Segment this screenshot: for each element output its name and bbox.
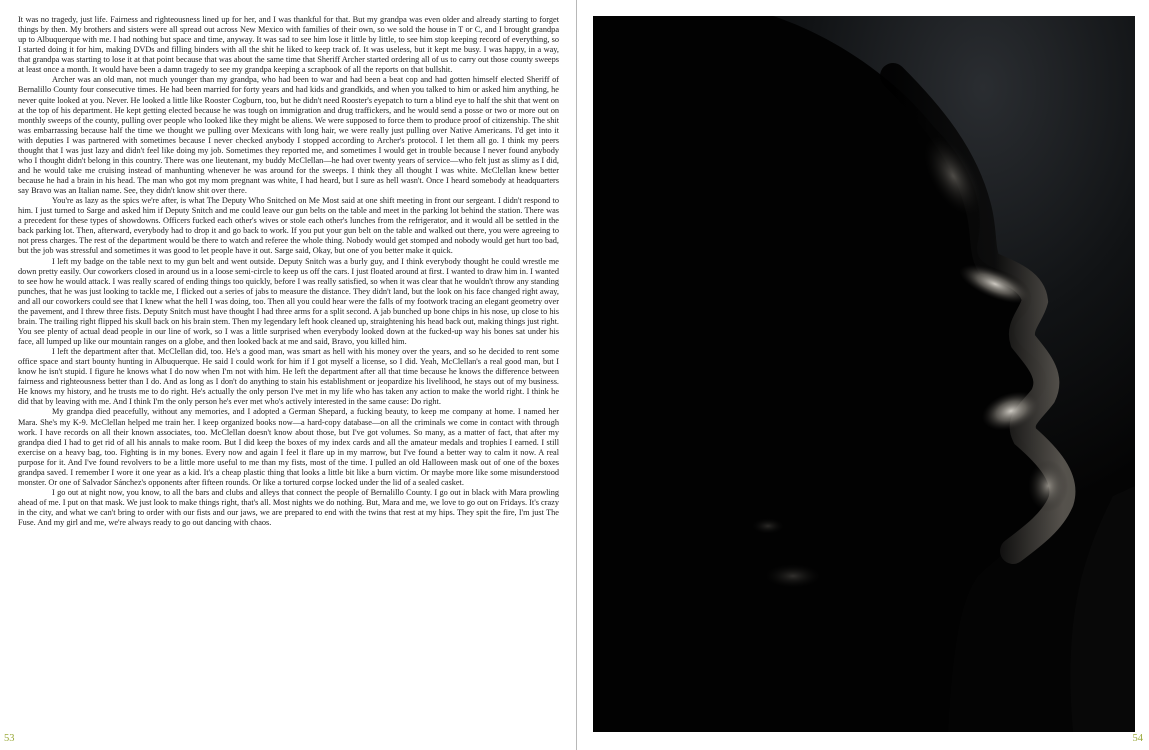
page-number-left: 53 <box>4 733 15 744</box>
paragraph: I left my badge on the table next to my gun belt and went outside. Deputy Snitch was a burly guy, and I think everybody thought he could wrestle me down pretty easily. Our coworkers closed in around us in a loose semi-circle to keep us off the cars. I just floated around at first. I wanted to draw him in. I wanted to see how he would attack. I was really scared of ending things too quickly, before I was really satisfied, so when it was clear that he wouldn't throw any standing punches, that he was just looking to tackle me, I flicked out a series of jabs to measure the distance. They didn't land, but the look on his face changed right away, and all our coworkers could see that I knew what the hell I was doing, too. Then all you could hear were the falls of my footwork tracing an elegant geometry over the pavement, and I threw three fists. Deputy Snitch must have thought I had three arms for a split second. A jab bunched up bone chips in his nose, up close to his brain. The trailing right flipped his skull back on his brain stem. Then my legendary left hook cleaned up, straightening his head back out, making things just right. You see plenty of actual dead people in our line of work, so I was a little surprised when everybody looked down at the fucked-up way his bones sat under his face, all lumped up like our mountain ranges on a globe, and then looked back at me and said, Bravo, you killed him. <box>18 256 559 346</box>
paragraph: You're as lazy as the spics we're after, is what The Deputy Who Snitched on Me Most said at one shift meeting in front our sergeant. I didn't respond to him. I just turned to Sarge and asked him if Deputy Snitch and me could leave our gun belts on the table and meet in the parking lot behind the station. There was a precedent for these types of showdowns. Officers fucked each other's wives or stole each other's lunches from the refrigerator, and it would all be settled in the back parking lot. Then, afterward, everybody had to drop it and go back to work. If you put your gun belt on the table and walked out there, you were agreeing to not press charges. The rest of the department would be there to watch and referee the whole thing. Nobody would get stomped and nobody would get hurt too bad, but the job was stressful and sometimes it was good to let people have it out. Sarge said, Okay, but one of you better make it quick. <box>18 196 559 256</box>
paragraph: I left the department after that. McClellan did, too. He's a good man, was smart as hell with his money over the years, and so he decided to rent some office space and start bounty hunting in Albuquerque. He said I could work for him if I got myself a license, so I did. Yeah, McClellan's a real good man, but I know he isn't stupid. I figure he knows what I do now when I'm not with him. He left the department after all that time because he knows the difference between fairness and righteousness better than I do. And as long as I don't do anything to stain his establishment or jeopardize his livelihood, he stays out of my business. He knows my history, and he trusts me to do right. He's actually the only person I've met in my life who has taken any action to make the world right. I think he did that by leaving with me. And I think I'm the only person he's ever met who's actively interested in the same cause: Do right. <box>18 347 559 407</box>
paragraph: It was no tragedy, just life. Fairness and righteousness lined up for her, and I was thankful for that. But my grandpa was even older and already starting to forget things by then. My brothers and sisters were all spread out across New Mexico with families of their own, so we sold the house in T or C, and I brought grandpa up to Albuquerque with me. I had nothing but space and time, anyway. It was sad to see him lose it little by little, to see him stop keeping record of everything, so I started doing it for him, making DVDs and filling binders with all the shit he liked to keep track of. It was useless, but it kept me busy. I was happy, in a way, that grandpa was starting to lose it at that point because that was about the same time that Sheriff Archer started ordering all of us to carry out those county sweeps at least once a month. It would have been a damn tragedy to see my grandpa keeping a scrapbook of all the reports on that bullshit. <box>18 15 559 75</box>
paragraph: My grandpa died peacefully, without any memories, and I adopted a German Shepard, a fucking beauty, to keep me company at home. I named her Mara. She's my K-9. McClellan helped me train her. I keep organized books now—a hard-copy database—on all the criminals we come in contact with through work. I have records on all their known associates, too. McClellan doesn't know about those, but I've got volumes. So many, as a matter of fact, that after my grandpa died I had to get rid of all his annals to make room. But I did keep the boxes of my index cards and all the amateur medals and trophies I earned. I still exercise on a heavy bag, too. Fighting is in my bones. Every now and again I feel it flare up in my marrow, but I've found a better way to calm it now. A real purpose for it. And I've found revolvers to be a little more useful to me than my fists, most of the time. I pulled an old Halloween mask out of one of the boxes grandpa saved. I remember I wore it one year as a kid. It's a cheap plastic thing that looks a little bit like a burn victim. Or maybe more like some misunderstood monster. Or one of Salvador Sánchez's opponents after fifteen rounds. Or like a tortured corpse locked under the lid of a sealed casket. <box>18 407 559 487</box>
page-number-right: 54 <box>1132 733 1143 744</box>
paragraph: I go out at night now, you know, to all the bars and clubs and alleys that connect the people of Bernalillo County. I go out in black with Mara prowling ahead of me. I put on that mask. We just look to make things right, that's all. Most nights we do nothing. But, Mara and me, we love to go out on Fridays. It's crazy in the city, and what we can't bring to order with our fists and our jaws, we are prepared to end with the twins that rest at my hips. They spit the fire, I'm just The Fuse. And my girl and me, we're always ready to go out dancing with chaos. <box>18 487 559 528</box>
mask-photo-icon <box>593 16 1135 732</box>
masked-face-photo <box>593 16 1135 732</box>
paragraph: Archer was an old man, not much younger than my grandpa, who had been to war and had been a beat cop and had gotten himself elected Sheriff of Bernalillo County four consecutive times. He had been married for forty years and had kids and grandkids, and when you talked to him or asked him anything, he never quite looked at you. Never. He looked a little like Rooster Cogburn, too, but he didn't need Rooster's eyepatch to turn a blind eye to half the shit that went on at the top of his department. He kept getting elected because he was tough on immigration and drug traffickers, and he would send a posse or two or more out on monthly sweeps of the county, pulling over people who looked like they might be aliens. We were supposed to force them to produce proof of citizenship. The shit was embarrassing because half the time we thought we pulling over Mexicans with long hair, we were really just pulling over Native Americans. I'd get into it with deputies I was partnered with sometimes because I never checked anybody I stopped according to Archer's protocol. I let them all go. I think my peers thought that I was just lazy and didn't feel like doing my job. Sometimes they reported me, and sometimes I would get in trouble because I never found anybody who I thought didn't belong in this country. There was one lieutenant, my buddy McClellan—he had over twenty years of service—who felt just as slimy as I did, and he would take me cruising instead of manhunting whenever he was around for the sweeps. I think they all thought I was white. McClellan knew better because he had a brain in his head. The man who got my mom pregnant was white, I had heard, but I sure as hell wasn't. Once I heard somebody at headquarters say Bravo was an Italian name. See, they didn't know shit over there. <box>18 75 559 196</box>
right-page <box>577 0 1149 750</box>
story-text <box>18 15 559 528</box>
